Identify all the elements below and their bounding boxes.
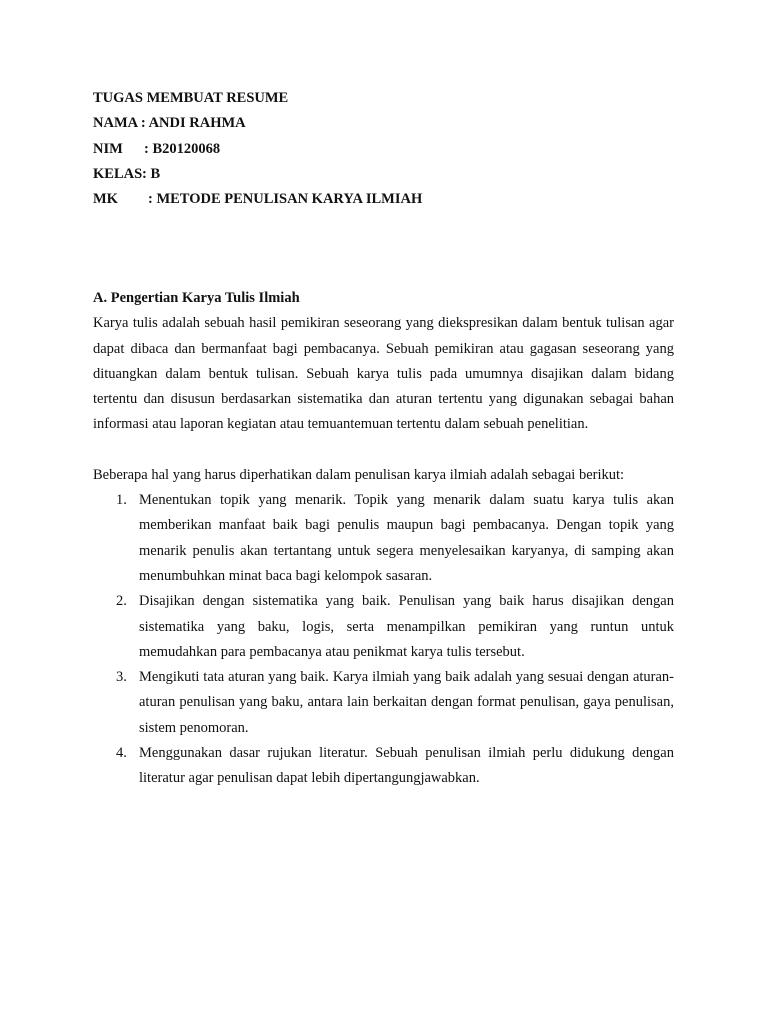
list-intro: Beberapa hal yang harus diperhatikan dalam penulisan karya ilmiah adalah sebagai berikut: — [93, 466, 625, 483]
document-header — [93, 86, 653, 212]
section-heading: A. Pengertian Karya Tulis Ilmiah — [93, 290, 300, 306]
header-nim-row — [93, 137, 653, 162]
nim-label: NIM — [93, 140, 123, 157]
document-title: TUGAS MEMBUAT RESUME — [93, 90, 289, 106]
mk-value: : METODE PENULISAN KARYA ILMIAH — [148, 191, 423, 208]
student-name: NAMA : ANDI RAHMA — [93, 115, 246, 132]
header-title-row — [93, 86, 653, 111]
list-item-text: Menentukan topik yang menarik. Topik yang menarik dalam suatu karya tulis akan memberikan manfaat baik bagi penulis maupun bagi pembacanya. Dengan topik yang menarik penulis akan tertantang untuk segera menyelesaikan karyanya, di samping akan menumbuhkan minat baca bagi kelompok sasaran. — [139, 492, 674, 584]
list-item-number: 2. — [116, 593, 127, 610]
list-item — [93, 589, 674, 665]
kelas-value: : B — [142, 165, 161, 182]
header-kelas-row — [93, 162, 653, 187]
definition-paragraph: Karya tulis adalah sebuah hasil pemikiran seseorang yang diekspresikan dalam bentuk tulisan agar dapat dibaca dan bermanfaat bagi pembacanya. Sebuah pemikiran atau gagasan seseorang yang dituangkan dalam bentuk tulisan. Sebuah karya tulis pada umumnya disajikan dalam bidang tertentu dan disusun berdasarkan sistematika dan aturan tertentu yang digunakan sebagai bahan informasi atau laporan kegiatan atau temuantemuan tertentu dalam sebuah penelitian. — [93, 315, 674, 433]
list-item-text: Menggunakan dasar rujukan literatur. Sebuah penulisan ilmiah perlu didukung dengan literatur agar penulisan dapat lebih dipertangungjawabkan. — [139, 745, 674, 787]
list-item-text: Disajikan dengan sistematika yang baik. Penulisan yang baik harus disajikan dengan sistematika yang baku, logis, serta menampilkan pemikiran yang runtun untuk memudahkan para pembacanya atau penikmat karya tulis tersebut. — [139, 593, 674, 660]
list-item — [93, 665, 674, 741]
list-item-text: Mengikuti tata aturan yang baik. Karya ilmiah yang baik adalah yang sesuai dengan aturan-aturan penulisan yang baku, antara lain berkaitan dengan format penulisan, gaya penulisan, sistem penomoran. — [139, 669, 674, 736]
mk-label: MK — [93, 191, 118, 208]
document-body — [93, 286, 674, 792]
nim-value: : B20120068 — [144, 140, 221, 157]
list-item — [93, 741, 674, 792]
list-item-number: 3. — [116, 669, 127, 686]
header-nama-row — [93, 111, 653, 136]
list-item — [93, 488, 674, 589]
kelas-label: KELAS — [93, 165, 143, 182]
criteria-list — [93, 488, 674, 792]
list-item-number: 4. — [116, 745, 127, 762]
header-mk-row — [93, 187, 653, 212]
list-item-number: 1. — [116, 492, 127, 509]
